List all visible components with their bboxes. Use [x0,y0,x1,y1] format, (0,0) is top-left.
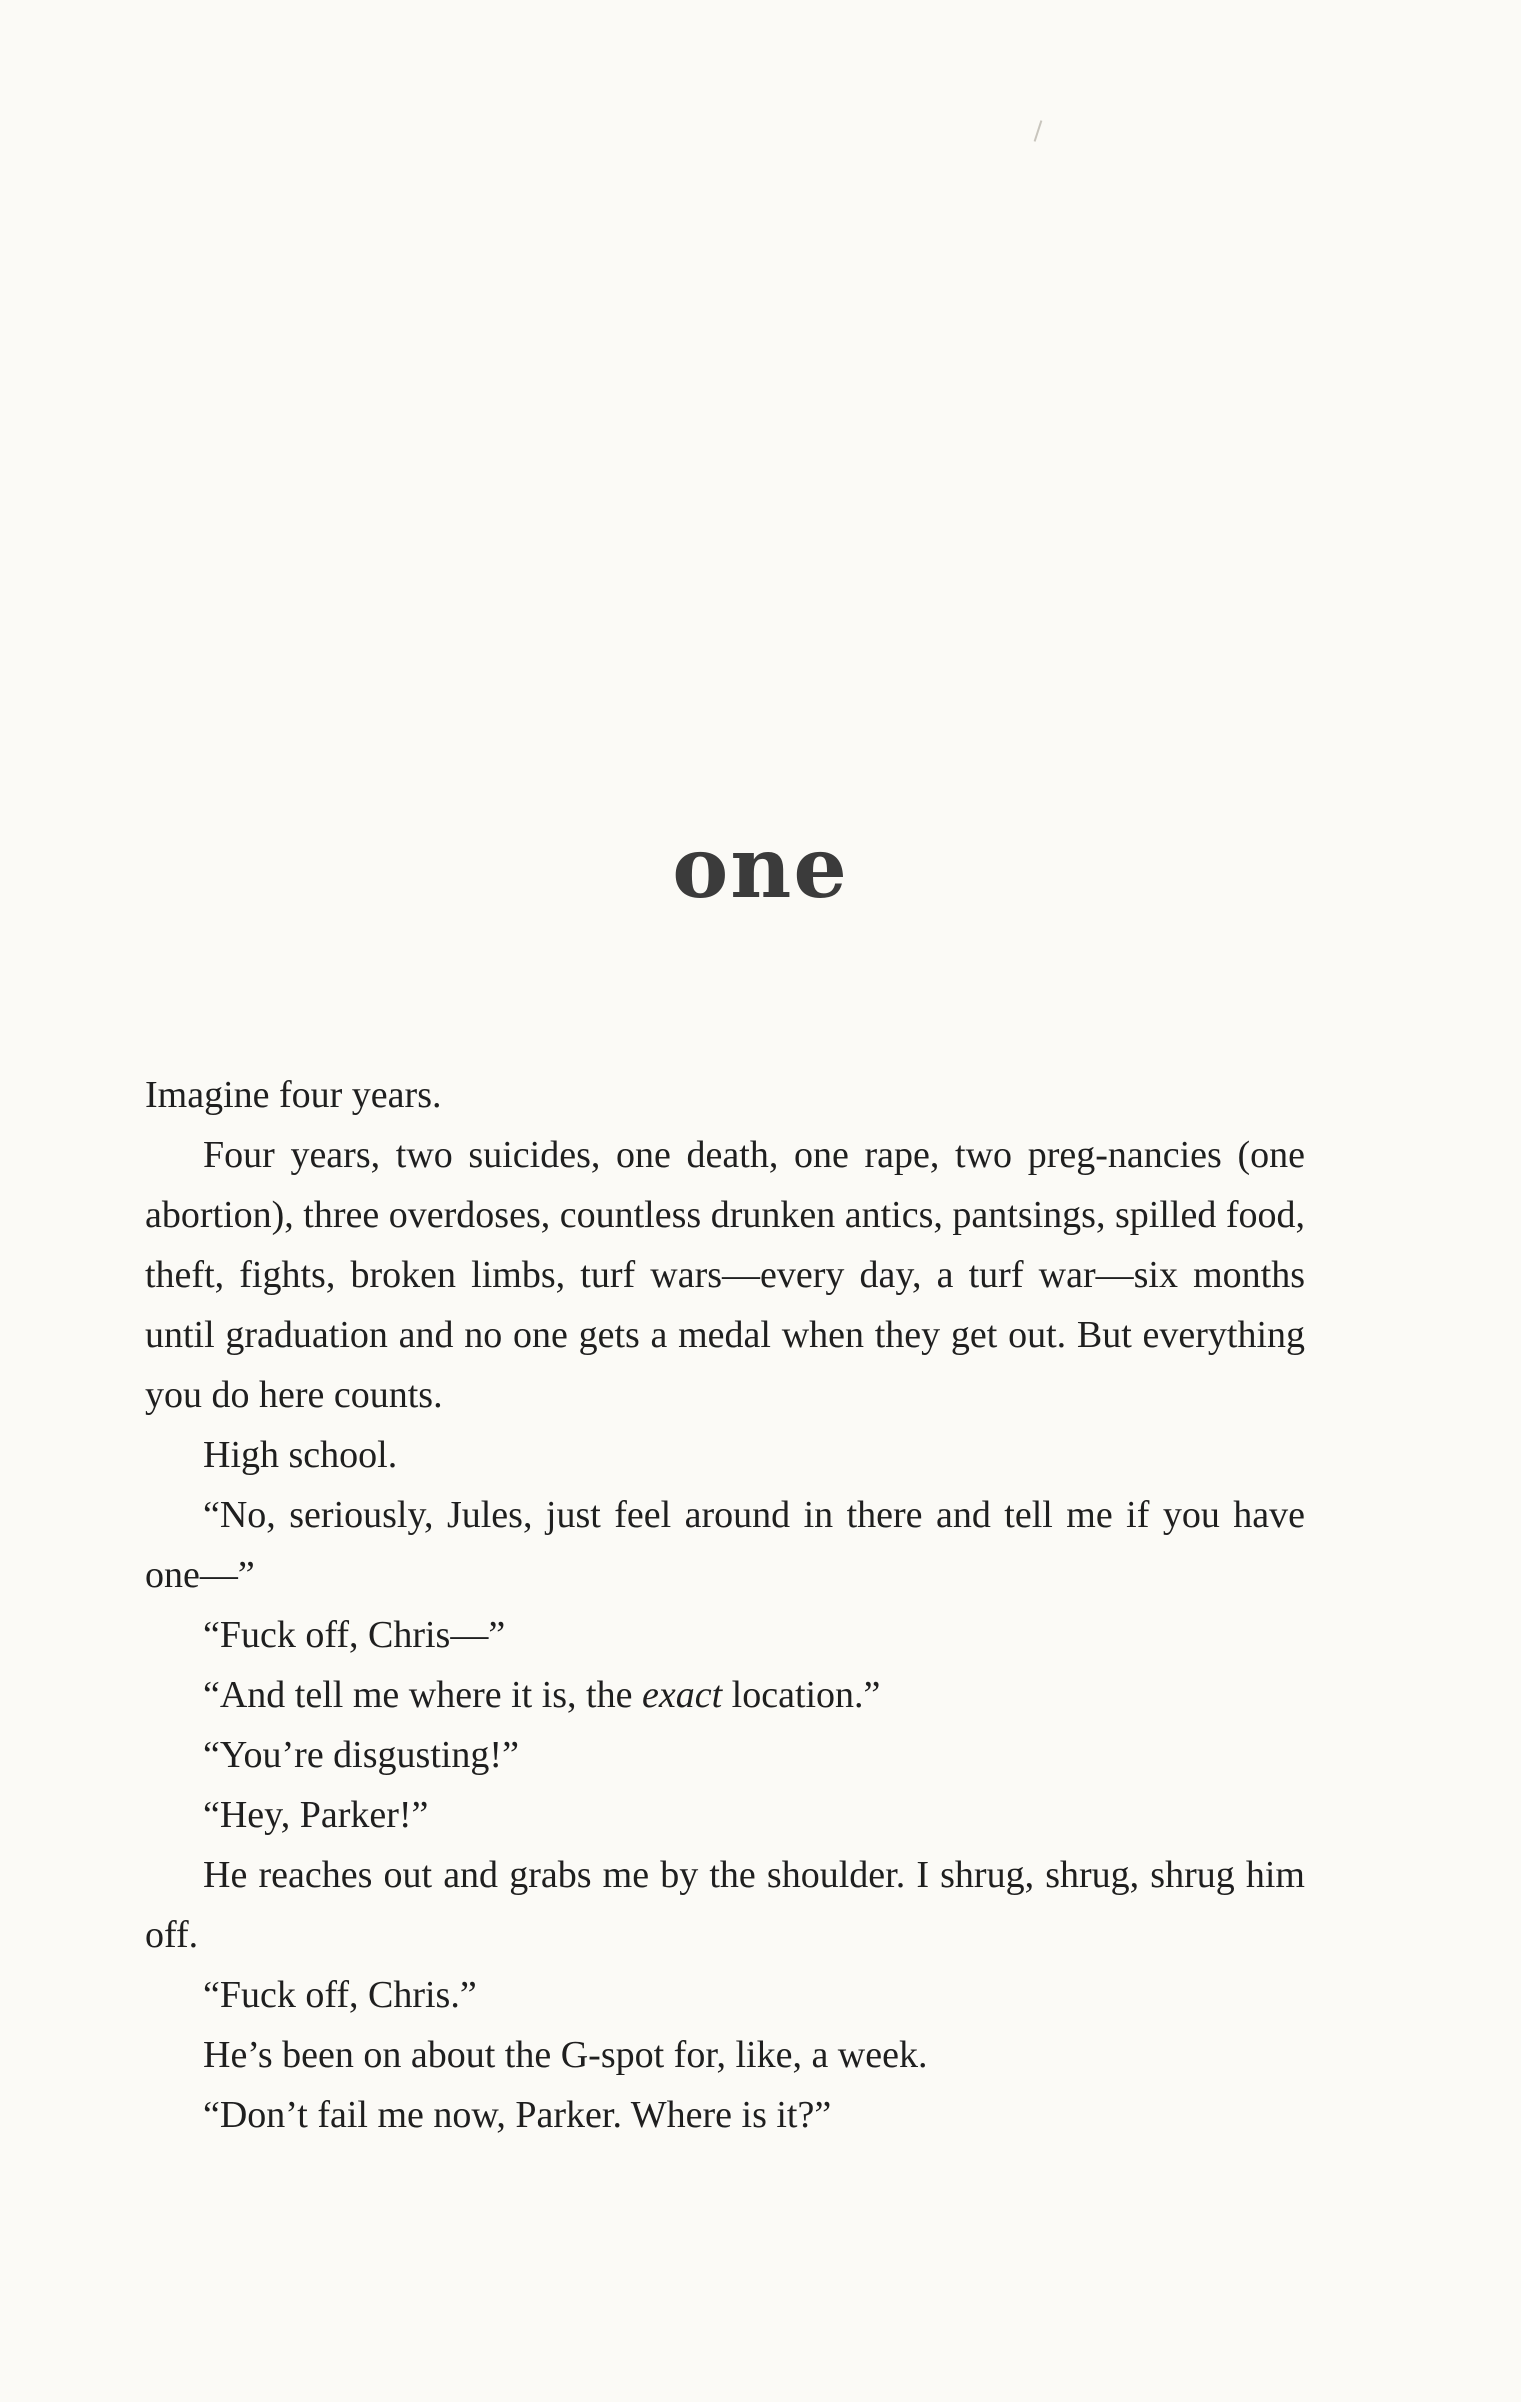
paragraph: He reaches out and grabs me by the shoulder. I shrug, shrug, shrug him off. [145,1854,1305,1956]
paragraph: He’s been on about the G-spot for, like, a week. [203,2034,928,2076]
paragraph: “You’re disgusting!” [203,1734,519,1776]
paragraph: “Hey, Parker!” [203,1794,429,1836]
paragraph: High school. [203,1434,398,1476]
paragraph: “Fuck off, Chris—” [203,1614,506,1656]
paragraph: “No, seriously, Jules, just feel around in there and tell me if you have one—” [145,1494,1305,1596]
paragraph-text: “And tell me where it is, the [203,1674,642,1716]
chapter-title: one [672,818,849,918]
paragraph: “Don’t fail me now, Parker. Where is it?” [203,2094,832,2136]
paragraph: “Fuck off, Chris.” [203,1974,477,2016]
emphasis-text: exact [642,1674,723,1716]
scan-mark [1034,120,1043,142]
paragraph [145,1665,1305,1725]
paragraph: Imagine four years. [145,1074,442,1116]
paragraph-text: location.” [722,1674,881,1716]
paragraph: Four years, two suicides, one death, one rape, two preg-nancies (one abortion), three overdoses, countless drunken antics, pantsings, spilled food, theft, fights, broken limbs, turf wars—every day, a turf war—six months until graduation and no one gets a medal when they get out. But everything you do here counts. [145,1134,1305,1416]
body-text [145,1065,1305,2145]
